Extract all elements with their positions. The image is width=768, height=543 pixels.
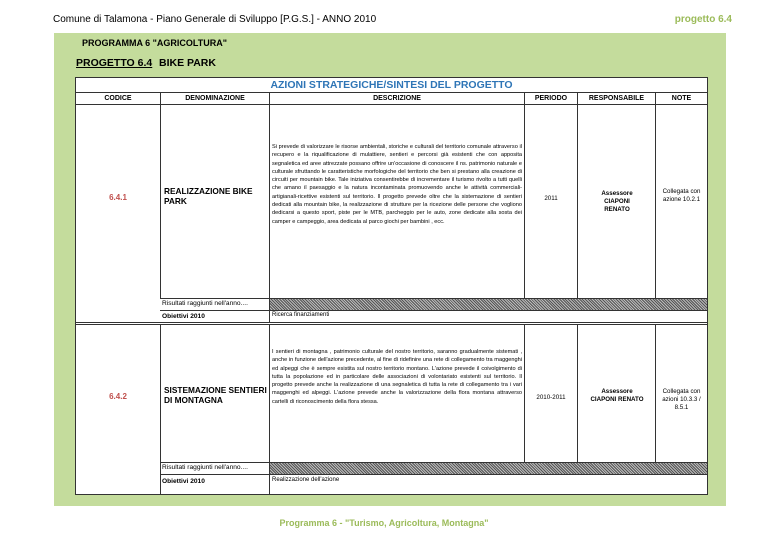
row-denominazione: SISTEMAZIONE SENTIERI DI MONTAGNA [164, 385, 267, 405]
divider [577, 325, 578, 462]
obiettivi-value: Realizzazione dell'azione [272, 477, 340, 483]
header-responsabile: RESPONSABILE [578, 93, 656, 104]
divider [577, 105, 578, 298]
row-responsabile: Assessore CIAPONI RENATO [601, 190, 633, 213]
row-responsabile: Assessore CIAPONI RENATO [590, 388, 644, 403]
project-code-header: progetto 6.4 [674, 14, 732, 25]
risultati-label: Risultati raggiunti nell'anno.... [162, 464, 248, 471]
divider [76, 324, 707, 325]
progetto-name: BIKE PARK [159, 57, 216, 69]
row-code: 6.4.1 [109, 193, 127, 202]
row-periodo: 2011 [544, 195, 558, 202]
obiettivi-value: Ricerca finanziamenti [272, 312, 330, 318]
hatched-area [270, 463, 707, 474]
table-band-title: AZIONI STRATEGICHE/SINTESI DEL PROGETTO [76, 78, 707, 93]
obiettivi-label: Obiettivi 2010 [162, 313, 205, 320]
footer-programma: Programma 6 - "Turismo, Agricoltura, Montagna" [279, 518, 489, 528]
row-periodo: 2010-2011 [536, 394, 566, 401]
row-note: Collegata con azione 10.2.1 [662, 188, 701, 203]
divider [269, 105, 270, 298]
progetto-code: PROGETTO 6.4 [76, 57, 153, 69]
hatched-area [270, 299, 707, 310]
header-descrizione: DESCRIZIONE [270, 93, 525, 104]
row-descrizione: Si prevede di valorizzare le risorse ambientali, storiche e culturali del territorio comunale attraverso il recupero e la riqualificazione di mulattiere, sentieri e percorsi già esistenti che con apposita segnaletica ed aree attrezzate possano offrire un'occasione di conoscere il ns. patrimonio naturale e culturale sfruttando le caratteristiche morfologiche del territorio che ben si prestano alla creazione di circuiti per mountain bike. Tale iniziativa consentirebbe di incrementare il turismo rivolto a tutti quelli che amano il paesaggio e la natura incontaminata promuovendo anche le attività commerciali-artigianali-ricettive esistenti sul territorio. Il progetto prevede oltre che la sistemazione di sentieri dedicati alla mountain bike, la realizzazione di strutture per la ricezione delle persone che vogliono dedicarsi a questo sport, piste per le MTB, parcheggio per le auto, zone dedicate alla sosta dei camper e campeggio, area dedicata al parco giochi per bambini , ecc. [272, 144, 522, 225]
programma-panel [54, 33, 726, 506]
row-note: Collegata con azioni 10.3.3 / 8.5.1 [662, 388, 701, 411]
divider [160, 325, 161, 495]
divider [76, 104, 707, 105]
header-codice: CODICE [76, 93, 161, 104]
divider [160, 105, 161, 298]
risultati-label: Risultati raggiunti nell'anno.... [162, 300, 248, 307]
divider [160, 474, 707, 475]
divider [160, 310, 707, 311]
row-denominazione: REALIZZAZIONE BIKE PARK [164, 186, 253, 206]
header-periodo: PERIODO [525, 93, 578, 104]
row-code: 6.4.2 [109, 392, 127, 401]
row-descrizione: I sentieri di montagna , patrimonio culturale del nostro territorio, saranno gradualmente sistemati , anche in funzione dell'azione precedente, al fine di ridefinire una rete di collegamento tra maggenghi ed alpeggi che è sempre esistita sul nostro territorio montano. L'azione prevede il coivolgimento di tutta la popolazione ed in particolare delle associazioni di volontariato esistenti sul territorio. Il progetto prevede anche la realizzazione di una segnaletica di tutta la rete di collegamento tra i vari maggenghi ed alpeggi. L'azione prevede anche la valorizzazione della flora montana attraverso cartelli di riconoscimento della flora stessa. [272, 349, 522, 405]
divider [76, 322, 707, 323]
document-title: Comune di Talamona - Piano Generale di Sviluppo [P.G.S.] - ANNO 2010 [53, 14, 377, 25]
obiettivi-label: Obiettivi 2010 [162, 478, 205, 485]
programma-title: PROGRAMMA 6 "AGRICOLTURA" [82, 38, 228, 48]
header-note: NOTE [671, 95, 692, 102]
header-denominazione: DENOMINAZIONE [161, 93, 270, 104]
azioni-table [75, 77, 708, 495]
